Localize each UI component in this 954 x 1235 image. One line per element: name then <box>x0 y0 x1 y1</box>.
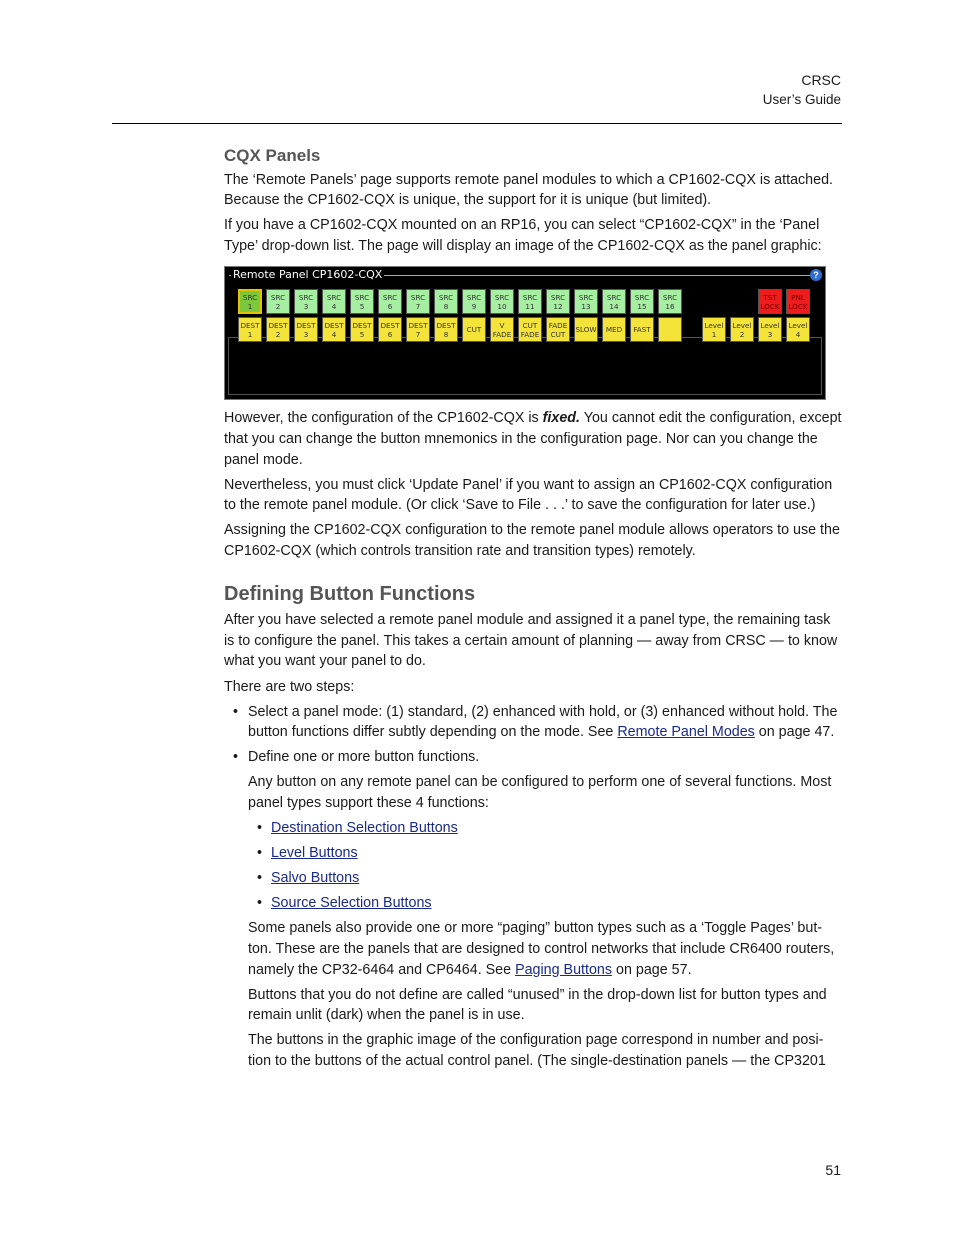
dest-row-button-4[interactable]: DEST 4 <box>322 317 346 342</box>
header-rule <box>112 123 842 124</box>
source-button-8[interactable]: SRC 8 <box>434 289 458 314</box>
remote-panel-modes-link[interactable]: Remote Panel Modes <box>617 724 755 741</box>
list-item <box>248 843 842 864</box>
cqx-paragraph-2: If you have a CP1602-CQX mounted on an RP16, you can select “CP1602-CQX” in the ‘Panel Type’ drop-down list. The page will display an image of the CP1602-CQX as the panel graphic: <box>224 217 822 254</box>
source-button-2[interactable]: SRC 2 <box>266 289 290 314</box>
dest-row-button-6[interactable]: DEST 6 <box>378 317 402 342</box>
dest-row-button-3[interactable]: DEST 3 <box>294 317 318 342</box>
remote-panel-graphic <box>224 266 826 400</box>
steps-list <box>224 702 842 1072</box>
step1-text: Select a panel mode: (1) standard, (2) enhanced with hold, or (3) enhanced without hold. The button functions differ subtly depending on the mode. See <box>248 703 838 741</box>
dest-row-button-1[interactable]: DEST 1 <box>238 317 262 342</box>
dest-row-button-14[interactable]: MED <box>602 317 626 342</box>
paging-paragraph <box>248 918 842 980</box>
defining-heading: Defining Button Functions <box>224 582 476 605</box>
list-item <box>248 818 842 839</box>
functions-list <box>248 818 842 914</box>
source-button-6[interactable]: SRC 6 <box>378 289 402 314</box>
dest-row-button-12[interactable]: FADE CUT <box>546 317 570 342</box>
level-button-2[interactable]: Level 2 <box>730 317 754 342</box>
lock-button-2[interactable]: PNL LOCK <box>786 289 810 314</box>
paging-buttons-link[interactable]: Paging Buttons <box>515 961 613 978</box>
page-content <box>224 144 842 1076</box>
cqx-heading: CQX Panels <box>224 146 321 165</box>
dest-row-button-9[interactable]: CUT <box>462 317 486 342</box>
step-item-2 <box>224 747 842 1071</box>
paging-text: Some panels also provide one or more “paging” button types such as a ‘Toggle Pages’ but-ton. These are the panels that are designed to control networks that include CR6400 routers, namely the CP32-6464 and CP6464. See <box>248 920 835 978</box>
source-selection-buttons-link[interactable]: Source Selection Buttons <box>271 895 432 912</box>
panel-lower-frame <box>228 337 822 395</box>
source-button-14[interactable]: SRC 14 <box>602 289 626 314</box>
cqx-p3-text-after: You cannot edit the configuration, except that you can change the button mnemonics in the configuration page. Nor can you change the panel mode. <box>224 410 842 468</box>
header-guide: User’s Guide <box>762 92 841 107</box>
step2-paragraph-1: Any button on any remote panel can be configured to perform one of several functions. Most panel types support these 4 functions: <box>248 774 832 811</box>
step2-text: • Define one or more button functions. <box>248 749 480 766</box>
list-item <box>248 893 842 914</box>
source-button-4[interactable]: SRC 4 <box>322 289 346 314</box>
dest-row-button-7[interactable]: DEST 7 <box>406 317 430 342</box>
unused-paragraph: Buttons that you do not define are called “unused” in the drop-down list for button types and remain unlit (dark) when the panel is in use. <box>248 986 827 1024</box>
panel-title: Remote Panel CP1602-CQX <box>233 268 383 282</box>
step2-body <box>248 772 842 1071</box>
paging-text-after: on page 57. <box>612 961 692 978</box>
source-button-3[interactable]: SRC 3 <box>294 289 318 314</box>
level-buttons-link[interactable]: Level Buttons <box>271 845 358 862</box>
list-item <box>248 868 842 889</box>
defining-paragraph-2: There are two steps: <box>224 678 355 695</box>
dest-row-button-16[interactable] <box>658 317 682 342</box>
cqx-paragraph-5: Assigning the CP1602-CQX configuration to the remote panel module allows operators to use the CP1602-CQX (which controls transition rate and transition types) remotely. <box>224 522 840 560</box>
source-button-13[interactable]: SRC 13 <box>574 289 598 314</box>
salvo-buttons-link[interactable]: Salvo Buttons <box>271 870 360 887</box>
cqx-p3-emphasis: fixed. <box>542 410 581 427</box>
source-button-5[interactable]: SRC 5 <box>350 289 374 314</box>
dest-row-button-8[interactable]: DEST 8 <box>434 317 458 342</box>
page-header <box>763 70 841 110</box>
source-button-11[interactable]: SRC 11 <box>518 289 542 314</box>
dest-row-button-15[interactable]: FAST <box>630 317 654 342</box>
source-button-7[interactable]: SRC 7 <box>406 289 430 314</box>
dest-row-button-11[interactable]: CUT FADE <box>518 317 542 342</box>
source-button-10[interactable]: SRC 10 <box>490 289 514 314</box>
level-button-1[interactable]: Level 1 <box>702 317 726 342</box>
source-button-15[interactable]: SRC 15 <box>630 289 654 314</box>
dest-row-button-13[interactable]: SLOW <box>574 317 598 342</box>
source-button-12[interactable]: SRC 12 <box>546 289 570 314</box>
level-button-4[interactable]: Level 4 <box>786 317 810 342</box>
defining-paragraph-1: After you have selected a remote panel module and assigned it a panel type, the remaining task is to configure the panel. This takes a certain amount of planning — away from CRSC — to know what you want your panel to do. <box>224 612 838 670</box>
cqx-p3-text: However, the configuration of the CP1602-CQX is <box>224 410 543 427</box>
cqx-paragraph-3 <box>224 408 842 470</box>
step1-text-after: on page 47. <box>754 724 835 741</box>
dest-row-button-10[interactable]: V FADE <box>490 317 514 342</box>
step-item-1 <box>224 702 842 743</box>
source-button-9[interactable]: SRC 9 <box>462 289 486 314</box>
dest-row-button-5[interactable]: DEST 5 <box>350 317 374 342</box>
cqx-paragraph-4: Nevertheless, you must click ‘Update Panel’ if you want to assign an CP1602-CQX configuration to the remote panel module. (Or click ‘Save to File . . .’ to save the configuration for later use.) <box>224 476 833 514</box>
level-button-3[interactable]: Level 3 <box>758 317 782 342</box>
lock-button-1[interactable]: TST LOCK <box>758 289 782 314</box>
graphic-paragraph: The buttons in the graphic image of the configuration page correspond in number and posi-tion to the buttons of the actual control panel. (The single-destination panels — the CP3201 <box>248 1032 826 1069</box>
source-button-1[interactable]: SRC 1 <box>238 289 262 314</box>
dest-row-button-2[interactable]: DEST 2 <box>266 317 290 342</box>
source-button-16[interactable]: SRC 16 <box>658 289 682 314</box>
destination-selection-buttons-link[interactable]: Destination Selection Buttons <box>271 820 458 837</box>
page-number: 51 <box>825 1162 841 1178</box>
help-icon[interactable]: ? <box>810 269 822 281</box>
cqx-paragraph-1: The ‘Remote Panels’ page supports remote panel modules to which a CP1602-CQX is attached. Because the CP1602-CQX is unique, the support for it is unique (but limited). <box>224 171 834 209</box>
header-product: CRSC <box>801 72 841 88</box>
